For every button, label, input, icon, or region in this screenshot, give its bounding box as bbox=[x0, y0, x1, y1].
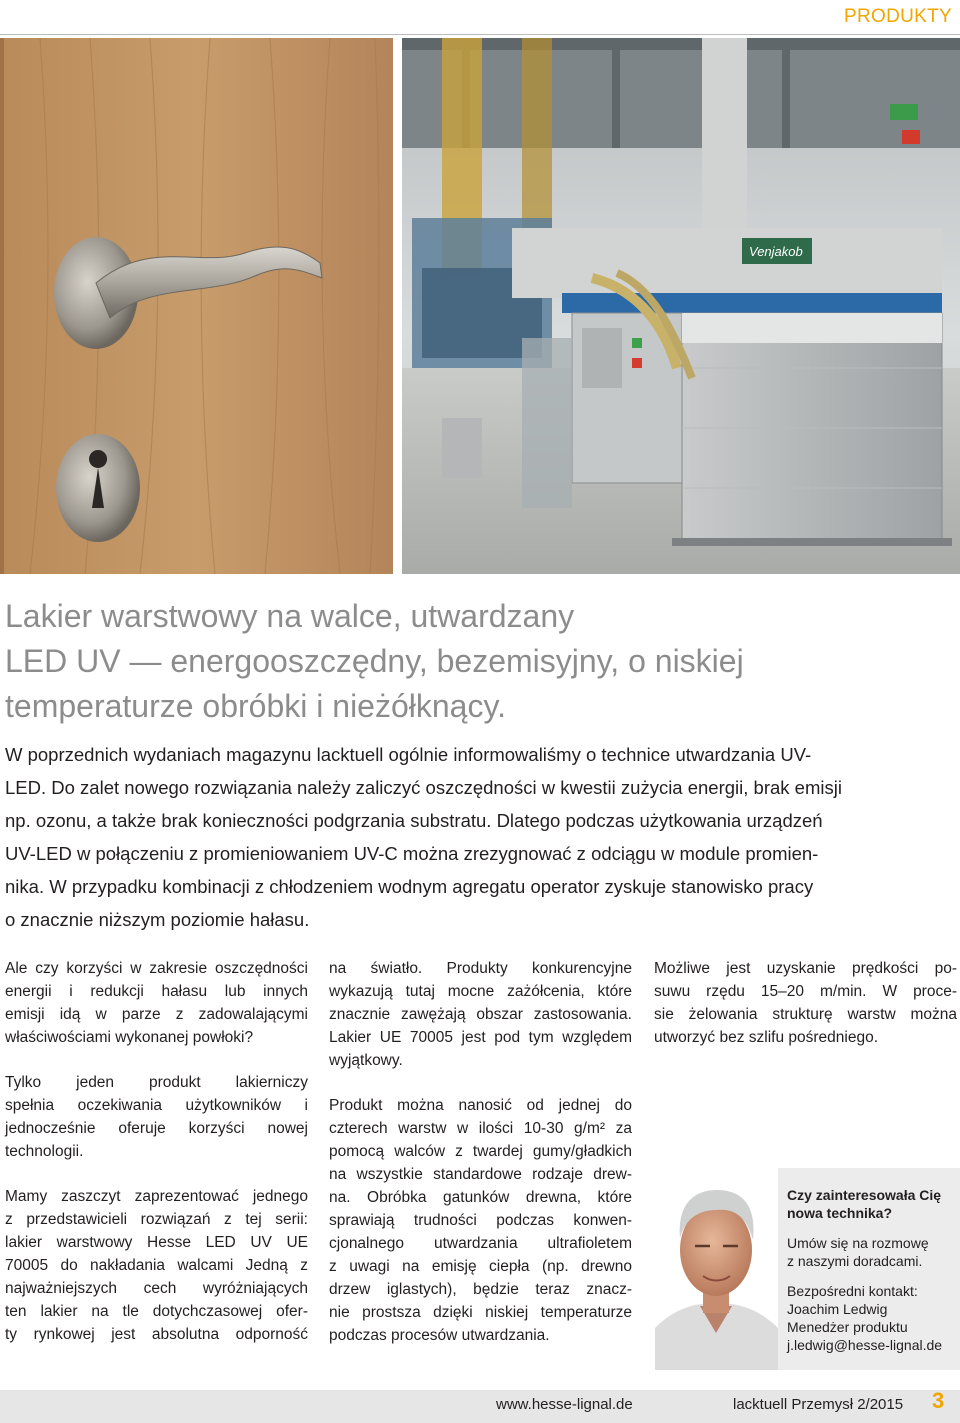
paragraph bbox=[329, 1094, 632, 1347]
section-label: PRODUKTY bbox=[844, 6, 952, 27]
text-line: z przedstawicieli rozwiązań z tej serii: bbox=[5, 1211, 308, 1228]
text-line: Czy zainteresowała Cię bbox=[787, 1187, 942, 1203]
text-line: nie prostsza dzięki niskiej temperaturze bbox=[329, 1304, 632, 1321]
lead-line: np. ozonu, a także brak konieczności podgrzania substratu. Dlatego podczas użytkowania urządzeń bbox=[5, 810, 823, 831]
footer-website-link[interactable]: www.hesse-lignal.de bbox=[496, 1396, 633, 1413]
lead-line: nika. W przypadku kombinacji z chłodzeniem wodnym agregatu operator zyskuje stanowisko pracy bbox=[5, 876, 814, 897]
text-line: na. Obróbka gatunków drewna, które bbox=[329, 1189, 632, 1206]
door-handle-photo bbox=[0, 38, 393, 574]
text-line: spełnia oczekiwania użytkowników i bbox=[5, 1097, 308, 1114]
header-divider bbox=[0, 34, 960, 35]
text-line: na światło. Produkty konkurencyjne bbox=[329, 960, 632, 977]
text-line: drzew iglastych), będzie teraz znacz- bbox=[329, 1281, 632, 1298]
text-line: wykazują tutaj mocne zażółcenia, które bbox=[329, 983, 632, 1000]
body-column-3 bbox=[654, 957, 957, 1071]
body-column-1 bbox=[5, 957, 308, 1368]
contact-role: Menedżer produktu bbox=[787, 1319, 908, 1335]
text-line: najważniejszych cech wyróżniających bbox=[5, 1280, 308, 1297]
text-line: wyjątkowy. bbox=[329, 1052, 403, 1069]
text-line: emisji idą w parze z zadowalającymi bbox=[5, 1006, 308, 1023]
svg-text:Venjakob: Venjakob bbox=[749, 244, 803, 259]
footer-magazine-issue: lacktuell Przemysł 2/2015 bbox=[733, 1396, 904, 1413]
paragraph bbox=[329, 957, 632, 1072]
lead-line: o znacznie niższym poziomie hałasu. bbox=[5, 909, 310, 930]
text-line: na wszystkie standardowe rodzaje drew- bbox=[329, 1166, 632, 1183]
text-line: właściwościami wykonanej powłoki? bbox=[5, 1029, 254, 1046]
contact-email-link[interactable]: j.ledwig@hesse-lignal.de bbox=[787, 1337, 943, 1353]
text-line: Ale czy korzyści w zakresie oszczędności bbox=[5, 960, 308, 977]
paragraph bbox=[654, 957, 957, 1049]
headline-line: LED UV — energooszczędny, bezemisyjny, o niskiej bbox=[5, 643, 744, 679]
page-number: 3 bbox=[932, 1388, 945, 1413]
lead-line: W poprzednich wydaniach magazynu lacktuell ogólnie informowaliśmy o technice utwardzania UV- bbox=[5, 744, 812, 765]
body-column-2 bbox=[329, 957, 632, 1369]
text-line: Możliwe jest uzyskanie prędkości po- bbox=[654, 960, 957, 977]
contact-name: Joachim Ledwig bbox=[787, 1301, 888, 1317]
text-line: czterech warstw w ilości 10-30 g/m² za bbox=[329, 1120, 632, 1137]
text-line: sie żelowania strukturę warstw można bbox=[654, 1006, 957, 1023]
text-line: lakier warstwowy Hesse LED UV UE bbox=[5, 1234, 308, 1251]
contact-details bbox=[787, 1282, 950, 1354]
text-line: z naszymi doradcami. bbox=[787, 1253, 923, 1269]
coating-machine-photo bbox=[402, 38, 960, 574]
text-line: suwu rzędu 15–20 m/min. W proce- bbox=[654, 983, 957, 1000]
contact-invite bbox=[787, 1234, 950, 1270]
contact-question bbox=[787, 1186, 950, 1222]
headline-line: Lakier warstwowy na walce, utwardzany bbox=[5, 598, 575, 634]
text-line: Bezpośredni kontakt: bbox=[787, 1283, 918, 1299]
text-line: utworzyć bez szlifu pośredniego. bbox=[654, 1029, 879, 1046]
text-line: podczas procesów utwardzania. bbox=[329, 1327, 550, 1344]
paragraph bbox=[5, 1071, 308, 1163]
text-line: Umów się na rozmowę bbox=[787, 1235, 929, 1251]
lead-paragraph bbox=[5, 738, 957, 936]
contact-person-photo bbox=[655, 1168, 778, 1370]
text-line: Produkt można nanosić od jednej do bbox=[329, 1097, 632, 1114]
text-line: cjonalnego utwardzania ultrafioletem bbox=[329, 1235, 632, 1252]
text-line: pomocą walców z twardej gumy/gładkich bbox=[329, 1143, 632, 1160]
article-headline bbox=[5, 594, 905, 729]
text-line: znacznie zawężają obszar zastosowania. bbox=[329, 1006, 632, 1023]
text-line: Mamy zaszczyt zaprezentować jednego bbox=[5, 1188, 308, 1205]
paragraph bbox=[5, 1185, 308, 1346]
text-line: jednocześnie oferuje korzyści nowej bbox=[5, 1120, 308, 1137]
text-line: ten lakier na tle dotychczasowej ofer- bbox=[5, 1303, 308, 1320]
text-line: 70005 do nakładania walcami Jedną z bbox=[5, 1257, 308, 1274]
headline-line: temperaturze obróbki i nieżółknący. bbox=[5, 688, 506, 724]
text-line: Tylko jeden produkt lakierniczy bbox=[5, 1074, 308, 1091]
lead-line: LED. Do zalet nowego rozwiązania należy zaliczyć oszczędności w kwestii zużycia energii, brak emisji bbox=[5, 777, 842, 798]
text-line: z uwagi na emisję ciepła (np. drewno bbox=[329, 1258, 632, 1275]
text-line: technologii. bbox=[5, 1143, 84, 1160]
paragraph bbox=[5, 957, 308, 1049]
lead-line: UV-LED w połączeniu z promieniowaniem UV-C można zrezygnować z odciągu w module promien- bbox=[5, 843, 819, 864]
text-line: sprawiają trudności podczas konwen- bbox=[329, 1212, 632, 1229]
text-line: energii i redukcji hałasu lub innych bbox=[5, 983, 308, 1000]
contact-box bbox=[778, 1168, 960, 1370]
text-line: ty rynkowej jest absolutna odporność bbox=[5, 1326, 308, 1343]
text-line: Lakier UE 70005 jest pod tym względem bbox=[329, 1029, 632, 1046]
text-line: nowa technika? bbox=[787, 1205, 893, 1221]
